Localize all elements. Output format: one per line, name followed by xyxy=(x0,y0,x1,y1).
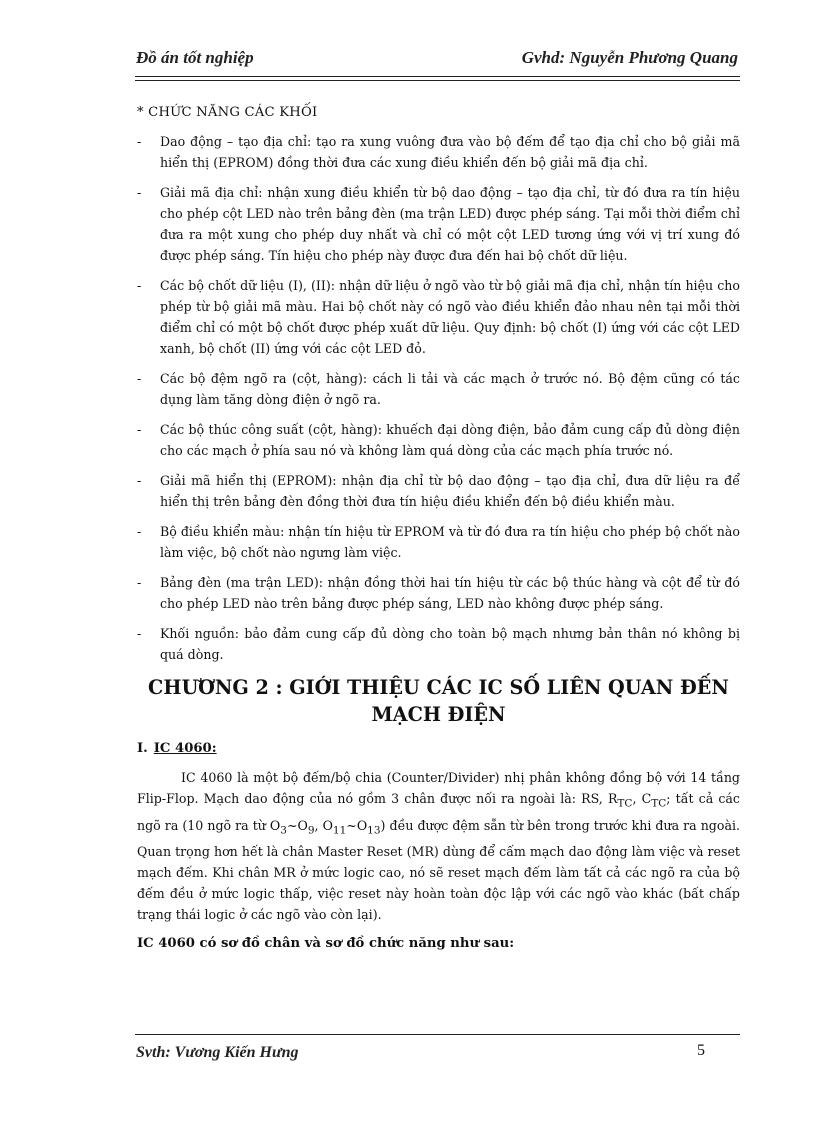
list-item: - Các bộ thúc công suất (cột, hàng): khuếch đại dòng điện, bảo đảm cung cấp đủ dòng điện cho các mạch ở phía sau nó và không làm quá dòng của các mạch phía trước nó. xyxy=(137,422,740,458)
list-item-text: Giải mã địa chỉ: nhận xung điều khiển từ bộ dao động – tạo địa chỉ, từ đó đưa ra tín hiệu cho phép cột LED nào trên bảng đèn (ma trận LED) được phép sáng. Tại mỗi thời điểm chỉ đưa ra một xung cho phép duy nhất và chỉ có một cột LED tương ứng với vị trí xung đó được phép sáng. Tín hiệu cho phép này được đưa đến hai bộ chốt dữ liệu. xyxy=(160,185,740,263)
text-run: , O xyxy=(314,817,333,833)
block-function-list xyxy=(137,131,740,665)
list-item-text: Dao động – tạo địa chỉ: tạo ra xung vuông đưa vào bộ đếm để tạo địa chỉ cho bộ giải mã hiển thị (EPROM) đồng thời đưa các xung điều khiển đến bộ giải mã địa chỉ. xyxy=(160,134,740,170)
chapter-heading-line1: CHƯƠNG 2 : GIỚI THIỆU CÁC IC SỐ LIÊN QUAN ĐẾN xyxy=(148,676,729,699)
footer-author: Svth: Vương Kiến Hưng xyxy=(136,1044,299,1061)
subscript: TC xyxy=(617,797,633,810)
subscript: 11 xyxy=(332,824,347,837)
header-rule xyxy=(135,76,740,77)
text-run: ~O xyxy=(286,817,308,833)
subscript: 13 xyxy=(367,824,381,837)
text-run: ; tất cả các ngõ ra (10 ngõ ra từ O xyxy=(137,791,740,833)
text-run: ~O xyxy=(346,817,368,833)
chapter-heading xyxy=(137,674,740,728)
list-item-text: Giải mã hiển thị (EPROM): nhận địa chỉ từ bộ dao động – tạo địa chỉ, đưa dữ liệu ra để hiển thị trên bảng đèn đồng thời đưa tín hiệu điều khiển đến bộ điều khiển màu. xyxy=(160,473,740,509)
list-item: - Bảng đèn (ma trận LED): nhận đồng thời hai tín hiệu từ các bộ thúc hàng và cột để từ đó cho phép LED nào trên bảng được phép sáng, LED nào không được phép sáng. xyxy=(137,575,740,611)
list-item: - Khối nguồn: bảo đảm cung cấp đủ dòng cho toàn bộ mạch nhưng bản thân nó không bị quá dòng. xyxy=(137,626,740,662)
subscript: 9 xyxy=(307,824,315,837)
ic-section-label: IC 4060: xyxy=(153,741,217,756)
ic-description-paragraph xyxy=(137,767,740,925)
ic-section-number: I. xyxy=(137,741,148,756)
list-item-text: Các bộ chốt dữ liệu (I), (II): nhận dữ liệu ở ngõ vào từ bộ giải mã địa chỉ, nhận tín hiệu cho phép từ bộ giải mã màu. Hai bộ chốt này có ngõ vào điều khiển đảo nhau nên tại mỗi thời điểm chỉ có một bộ chốt được phép xuất dữ liệu. Quy định: bộ chốt (I) ứng với các cột LED xanh, bộ chốt (II) ứng với các cột LED đỏ. xyxy=(160,278,740,356)
ic-section-heading xyxy=(137,738,740,759)
list-item-text: Bộ điều khiển màu: nhận tín hiệu từ EPROM và từ đó đưa ra tín hiệu cho phép bộ chốt nào làm việc, bộ chốt nào ngưng làm việc. xyxy=(160,524,740,560)
chapter-heading-line2: MẠCH ĐIỆN xyxy=(371,703,506,726)
header-left-title: Đồ án tốt nghiệp xyxy=(136,48,254,67)
header-advisor: Gvhd: Nguyễn Phương Quang xyxy=(521,48,738,67)
page-number: 5 xyxy=(697,1042,705,1059)
list-item-text: Các bộ đệm ngõ ra (cột, hàng): cách li tải và các mạch ở trước nó. Bộ đệm cũng có tác dụng làm tăng dòng điện ở ngõ ra. xyxy=(160,371,740,407)
list-item: - Giải mã hiển thị (EPROM): nhận địa chỉ từ bộ dao động – tạo địa chỉ, đưa dữ liệu ra để hiển thị trên bảng đèn đồng thời đưa tín hiệu điều khiển đến bộ điều khiển màu. xyxy=(137,473,740,509)
list-item-text: Các bộ thúc công suất (cột, hàng): khuếch đại dòng điện, bảo đảm cung cấp đủ dòng điện cho các mạch ở phía sau nó và không làm quá dòng của các mạch phía trước nó. xyxy=(160,422,740,458)
text-run: ) đều được đệm sẵn từ bên trong trước khi đưa ra ngoài. Quan trọng hơn hết là chân Master Reset (MR) dùng để cấm mạch dao động làm việc và reset mạch đếm. Khi chân MR ở mức logic cao, nó sẽ reset mạch đếm làm tất cả các ngõ ra của bộ đếm đều ở mức logic thấp, việc reset này hoàn toàn độc lập với các ngõ vào khác (bất chấp trạng thái logic ở các ngõ vào còn lại). xyxy=(137,817,740,923)
header-rule-thin xyxy=(135,80,740,81)
list-item-text: Khối nguồn: bảo đảm cung cấp đủ dòng cho toàn bộ mạch nhưng bản thân nó không bị quá dòng. xyxy=(160,626,740,662)
subscript: 3 xyxy=(280,824,287,837)
list-item-text: Bảng đèn (ma trận LED): nhận đồng thời hai tín hiệu từ các bộ thúc hàng và cột để từ đó cho phép LED nào trên bảng được phép sáng, LED nào không được phép sáng. xyxy=(160,575,740,611)
subscript: TC xyxy=(651,797,667,810)
diagram-intro-line: IC 4060 có sơ đồ chân và sơ đồ chức năng như sau: xyxy=(137,936,515,952)
text-run: , C xyxy=(632,791,652,806)
list-item: - Bộ điều khiển màu: nhận tín hiệu từ EPROM và từ đó đưa ra tín hiệu cho phép bộ chốt nào làm việc, bộ chốt nào ngưng làm việc. xyxy=(137,524,740,560)
list-item: - Các bộ đệm ngõ ra (cột, hàng): cách li tải và các mạch ở trước nó. Bộ đệm cũng có tác dụng làm tăng dòng điện ở ngõ ra. xyxy=(137,371,740,407)
text-run: IC 4060 là một bộ đếm/bộ chia (Counter/Divider) nhị phân không đồng bộ với 14 tầng Flip-Flop. Mạch dao động của nó gồm 3 chân được nối ra ngoài là: RS, R xyxy=(137,770,740,806)
section-title: * CHỨC NĂNG CÁC KHỐI xyxy=(137,105,318,120)
footer-rule xyxy=(135,1034,740,1035)
page-body xyxy=(137,102,740,954)
list-item: - Dao động – tạo địa chỉ: tạo ra xung vuông đưa vào bộ đếm để tạo địa chỉ cho bộ giải mã hiển thị (EPROM) đồng thời đưa các xung điều khiển đến bộ giải mã địa chỉ. xyxy=(137,134,740,170)
list-item: - Giải mã địa chỉ: nhận xung điều khiển từ bộ dao động – tạo địa chỉ, từ đó đưa ra tín hiệu cho phép cột LED nào trên bảng đèn (ma trận LED) được phép sáng. Tại mỗi thời điểm chỉ đưa ra một xung cho phép duy nhất và chỉ có một cột LED tương ứng với vị trí xung đó được phép sáng. Tín hiệu cho phép này được đưa đến hai bộ chốt dữ liệu. xyxy=(137,185,740,263)
list-item: - Các bộ chốt dữ liệu (I), (II): nhận dữ liệu ở ngõ vào từ bộ giải mã địa chỉ, nhận tín hiệu cho phép từ bộ giải mã màu. Hai bộ chốt này có ngõ vào điều khiển đảo nhau nên tại mỗi thời điểm chỉ có một bộ chốt được phép xuất dữ liệu. Quy định: bộ chốt (I) ứng với các cột LED xanh, bộ chốt (II) ứng với các cột LED đỏ. xyxy=(137,278,740,356)
